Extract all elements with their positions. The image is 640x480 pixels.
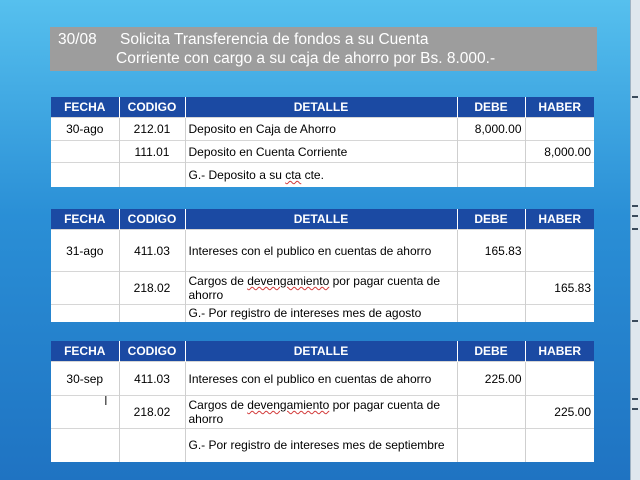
cell-debe <box>457 141 525 163</box>
slide-title <box>50 27 597 71</box>
cell-detalle: Cargos de devengamiento por pagar cuenta de ahorro <box>185 272 457 305</box>
cell-codigo: 218.02 <box>119 396 185 429</box>
cell-debe: 225.00 <box>457 362 525 396</box>
cell-detalle: Cargos de devengamiento por pagar cuenta de ahorro <box>185 396 457 429</box>
ruler-tick <box>632 408 638 410</box>
cell-debe: 8,000.00 <box>457 118 525 141</box>
table-row <box>51 272 594 305</box>
col-detalle: DETALLE <box>185 341 457 362</box>
cell-fecha: 30-sep <box>51 362 119 396</box>
table-row <box>51 163 594 187</box>
cell-haber <box>525 362 594 396</box>
col-fecha: FECHA <box>51 341 119 362</box>
col-codigo: CODIGO <box>119 97 185 118</box>
ruler-tick <box>632 398 638 400</box>
cell-fecha <box>51 141 119 163</box>
table-row <box>51 396 594 429</box>
table-row <box>51 141 594 163</box>
cell-codigo: 111.01 <box>119 141 185 163</box>
ruler-tick <box>632 215 638 217</box>
cell-haber <box>525 230 594 272</box>
table-row <box>51 362 594 396</box>
ruler-tick <box>632 96 638 98</box>
cell-fecha: 30-ago <box>51 118 119 141</box>
cell-glosa: G.- Deposito a su cta cte. <box>185 163 457 187</box>
cell-codigo: 411.03 <box>119 362 185 396</box>
table-row <box>51 118 594 141</box>
cell-haber: 165.83 <box>525 272 594 305</box>
col-haber: HABER <box>525 341 594 362</box>
col-fecha: FECHA <box>51 97 119 118</box>
cell-fecha: 31-ago <box>51 230 119 272</box>
table-row <box>51 429 594 462</box>
text-cursor-icon: I <box>104 393 108 408</box>
ruler-tick <box>632 320 638 322</box>
cell-detalle: Deposito en Cuenta Corriente <box>185 141 457 163</box>
cell-debe: 165.83 <box>457 230 525 272</box>
ruler-tick <box>632 228 638 230</box>
col-haber: HABER <box>525 97 594 118</box>
cell-detalle: Intereses con el publico en cuentas de ahorro <box>185 362 457 396</box>
cell-codigo: 212.01 <box>119 118 185 141</box>
cell-codigo: 218.02 <box>119 272 185 305</box>
cell-detalle: Deposito en Caja de Ahorro <box>185 118 457 141</box>
cell-codigo: 411.03 <box>119 230 185 272</box>
col-debe: DEBE <box>457 341 525 362</box>
cell-fecha <box>51 272 119 305</box>
title-date: 30/08 <box>58 31 97 48</box>
col-debe: DEBE <box>457 97 525 118</box>
journal-entry-2 <box>51 209 594 322</box>
cell-debe <box>457 396 525 429</box>
cell-haber: 8,000.00 <box>525 141 594 163</box>
journal-entry-1 <box>51 97 594 187</box>
cell-glosa: G.- Por registro de intereses mes de agosto <box>185 305 457 322</box>
col-debe: DEBE <box>457 209 525 230</box>
title-line-1: Solicita Transferencia de fondos a su Cuenta <box>120 31 429 48</box>
cell-haber <box>525 118 594 141</box>
journal-entry-3 <box>51 341 594 462</box>
col-codigo: CODIGO <box>119 341 185 362</box>
table-row <box>51 305 594 322</box>
col-haber: HABER <box>525 209 594 230</box>
ruler-tick <box>632 205 638 207</box>
cell-detalle: Intereses con el publico en cuentas de ahorro <box>185 230 457 272</box>
cell-fecha <box>51 396 119 429</box>
col-fecha: FECHA <box>51 209 119 230</box>
title-line-2: Corriente con cargo a su caja de ahorro por Bs. 8.000.- <box>116 50 496 67</box>
cell-haber: 225.00 <box>525 396 594 429</box>
col-codigo: CODIGO <box>119 209 185 230</box>
col-detalle: DETALLE <box>185 97 457 118</box>
cell-debe <box>457 272 525 305</box>
table-row <box>51 230 594 272</box>
col-detalle: DETALLE <box>185 209 457 230</box>
cell-glosa: G.- Por registro de intereses mes de septiembre <box>185 429 457 462</box>
